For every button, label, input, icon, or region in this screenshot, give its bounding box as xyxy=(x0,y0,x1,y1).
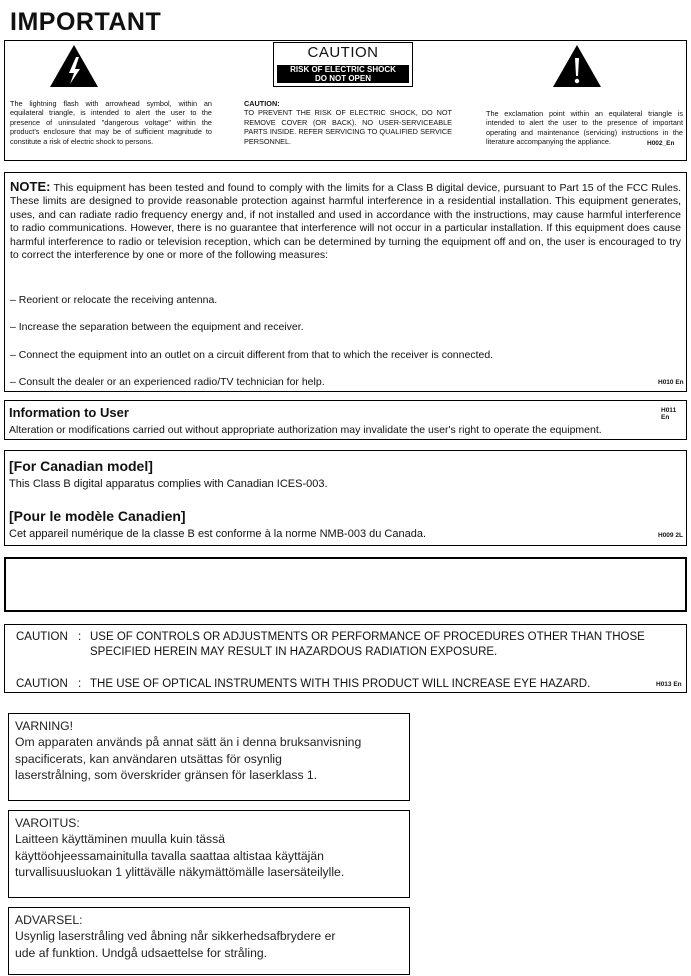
code-label: H010 En xyxy=(658,379,684,386)
lightning-triangle-icon xyxy=(49,44,99,88)
caution-separator-1: : xyxy=(78,631,82,643)
measure-item: – Connect the equipment into an outlet on a circuit different from that to which the receiver is connected. xyxy=(10,349,494,361)
danish-warning-box xyxy=(8,907,410,975)
caution-text-1 xyxy=(90,630,645,660)
canadian-model-box xyxy=(4,450,687,546)
empty-notice-box xyxy=(4,557,687,612)
caution-label-line-1: RISK OF ELECTRIC SHOCK xyxy=(290,65,396,74)
code-label: H011 En xyxy=(661,407,677,421)
swedish-warning-box xyxy=(8,713,410,801)
center-caution-text: TO PREVENT THE RISK OF ELECTRIC SHOCK, DO NOT REMOVE COVER (OR BACK). NO USER-SERVICEABLE PARTS INSIDE. REFER SERVICING TO QUALIFIED SERVICE PERSONNEL. xyxy=(244,108,452,146)
note-label: NOTE: xyxy=(10,179,51,194)
warning-line: ude af funktion. Undgå udsaettelse for stråling. xyxy=(15,945,268,960)
finnish-warning-box xyxy=(8,810,410,898)
info-heading: Information to User xyxy=(9,405,129,420)
warning-line: spacificerats, kan användaren utsättas för osynlig xyxy=(15,751,282,766)
caution-label xyxy=(273,42,413,87)
warning-heading: VARNING! xyxy=(15,719,74,733)
center-caution xyxy=(244,99,452,146)
caution-label-line-2: DO NOT OPEN xyxy=(314,74,371,83)
caution-label-bottom xyxy=(277,65,409,83)
caution-label-2: CAUTION xyxy=(16,678,68,690)
canada-text-fr: Cet appareil numérique de la classe B est conforme à la norme NMB-003 du Canada. xyxy=(9,528,427,540)
warning-heading: ADVARSEL: xyxy=(15,913,83,927)
caution-separator-2: : xyxy=(78,678,82,690)
fcc-note-box xyxy=(4,172,687,392)
caution-text-2: THE USE OF OPTICAL INSTRUMENTS WITH THIS PRODUCT WILL INCREASE EYE HAZARD. xyxy=(90,678,591,690)
warning-line: laserstrålning, som överskrider gränsen för laserklass 1. xyxy=(15,768,318,783)
measure-item: – Reorient or relocate the receiving antenna. xyxy=(10,294,218,306)
warning-line: Laitteen käyttäminen muulla kuin tässä xyxy=(15,832,226,847)
exclamation-description: The exclamation point within an equilateral triangle is intended to alert the user to the presence of important operating and maintenance (servicing) instructions in the literature accompanying the appliance. xyxy=(486,109,683,147)
canada-text-en: This Class B digital apparatus complies with Canadian ICES-003. xyxy=(9,478,328,490)
page-title: IMPORTANT xyxy=(10,8,162,36)
information-to-user-box xyxy=(4,400,687,440)
laser-caution-box xyxy=(4,624,687,693)
warning-heading: VAROITUS: xyxy=(15,816,80,830)
code-label: H002_En xyxy=(647,140,675,147)
info-text: Alteration or modifications carried out without appropriate authorization may invalidate the user's right to operate the equipment. xyxy=(9,424,602,436)
caution-label-1: CAUTION xyxy=(16,631,68,643)
caution-text-1-line-a: USE OF CONTROLS OR ADJUSTMENTS OR PERFORMANCE OF PROCEDURES OTHER THAN THOSE xyxy=(90,631,645,643)
fcc-note-paragraph xyxy=(10,180,681,262)
warning-line: turvallisuusluokan 1 ylittävälle näkymättömälle lasersäteilylle. xyxy=(15,865,345,880)
warning-line: Om apparaten används på annat sätt än i denna bruksanvisning xyxy=(15,735,362,750)
canada-heading-en: [For Canadian model] xyxy=(9,458,153,474)
canada-heading-fr: [Pour le modèle Canadien] xyxy=(9,508,186,524)
lightning-description: The lightning flash with arrowhead symbol, within an equilateral triangle, is intended to alert the user to the presence of uninsulated "dangerous voltage" within the product's enclosure that may be of sufficient magnitude to constitute a risk of electric shock to persons. xyxy=(10,99,212,146)
warning-line: käyttöohjeessamainitulla tavalla saattaa altistaa käyttäjän xyxy=(15,848,324,863)
warning-line: Usynlig laserstråling ved åbning når sikkerhedsafbrydere er xyxy=(15,929,336,944)
measure-item: – Increase the separation between the equipment and receiver. xyxy=(10,321,304,333)
caution-text-1-line-b: SPECIFIED HEREIN MAY RESULT IN HAZARDOUS RADIATION EXPOSURE. xyxy=(90,646,498,658)
caution-label-top: CAUTION xyxy=(307,44,379,61)
code-label: H013 En xyxy=(656,681,682,688)
measure-item: – Consult the dealer or an experienced radio/TV technician for help. xyxy=(10,376,325,388)
code-label: H009 2L xyxy=(658,532,683,539)
important-safety-box xyxy=(4,40,687,161)
note-text: This equipment has been tested and found to comply with the limits for a Class B digital device, pursuant to Part 15 of the FCC Rules. These limits are designed to provide reasonable protection against harmful interference in a residential installation. This equipment generates, uses, and can radiate radio frequency energy and, if not installed and used in accordance with the instructions, may cause harmful interference to radio communications. However, there is no guarantee that interference will not occur in a particular installation. If this equipment does cause harmful interference to radio or television reception, which can be determined by turning the equipment off and on, the user is encouraged to try to correct the interference by one or more of the following measures: xyxy=(10,182,681,262)
center-caution-heading: CAUTION: xyxy=(244,99,280,108)
exclamation-triangle-icon xyxy=(552,44,602,88)
